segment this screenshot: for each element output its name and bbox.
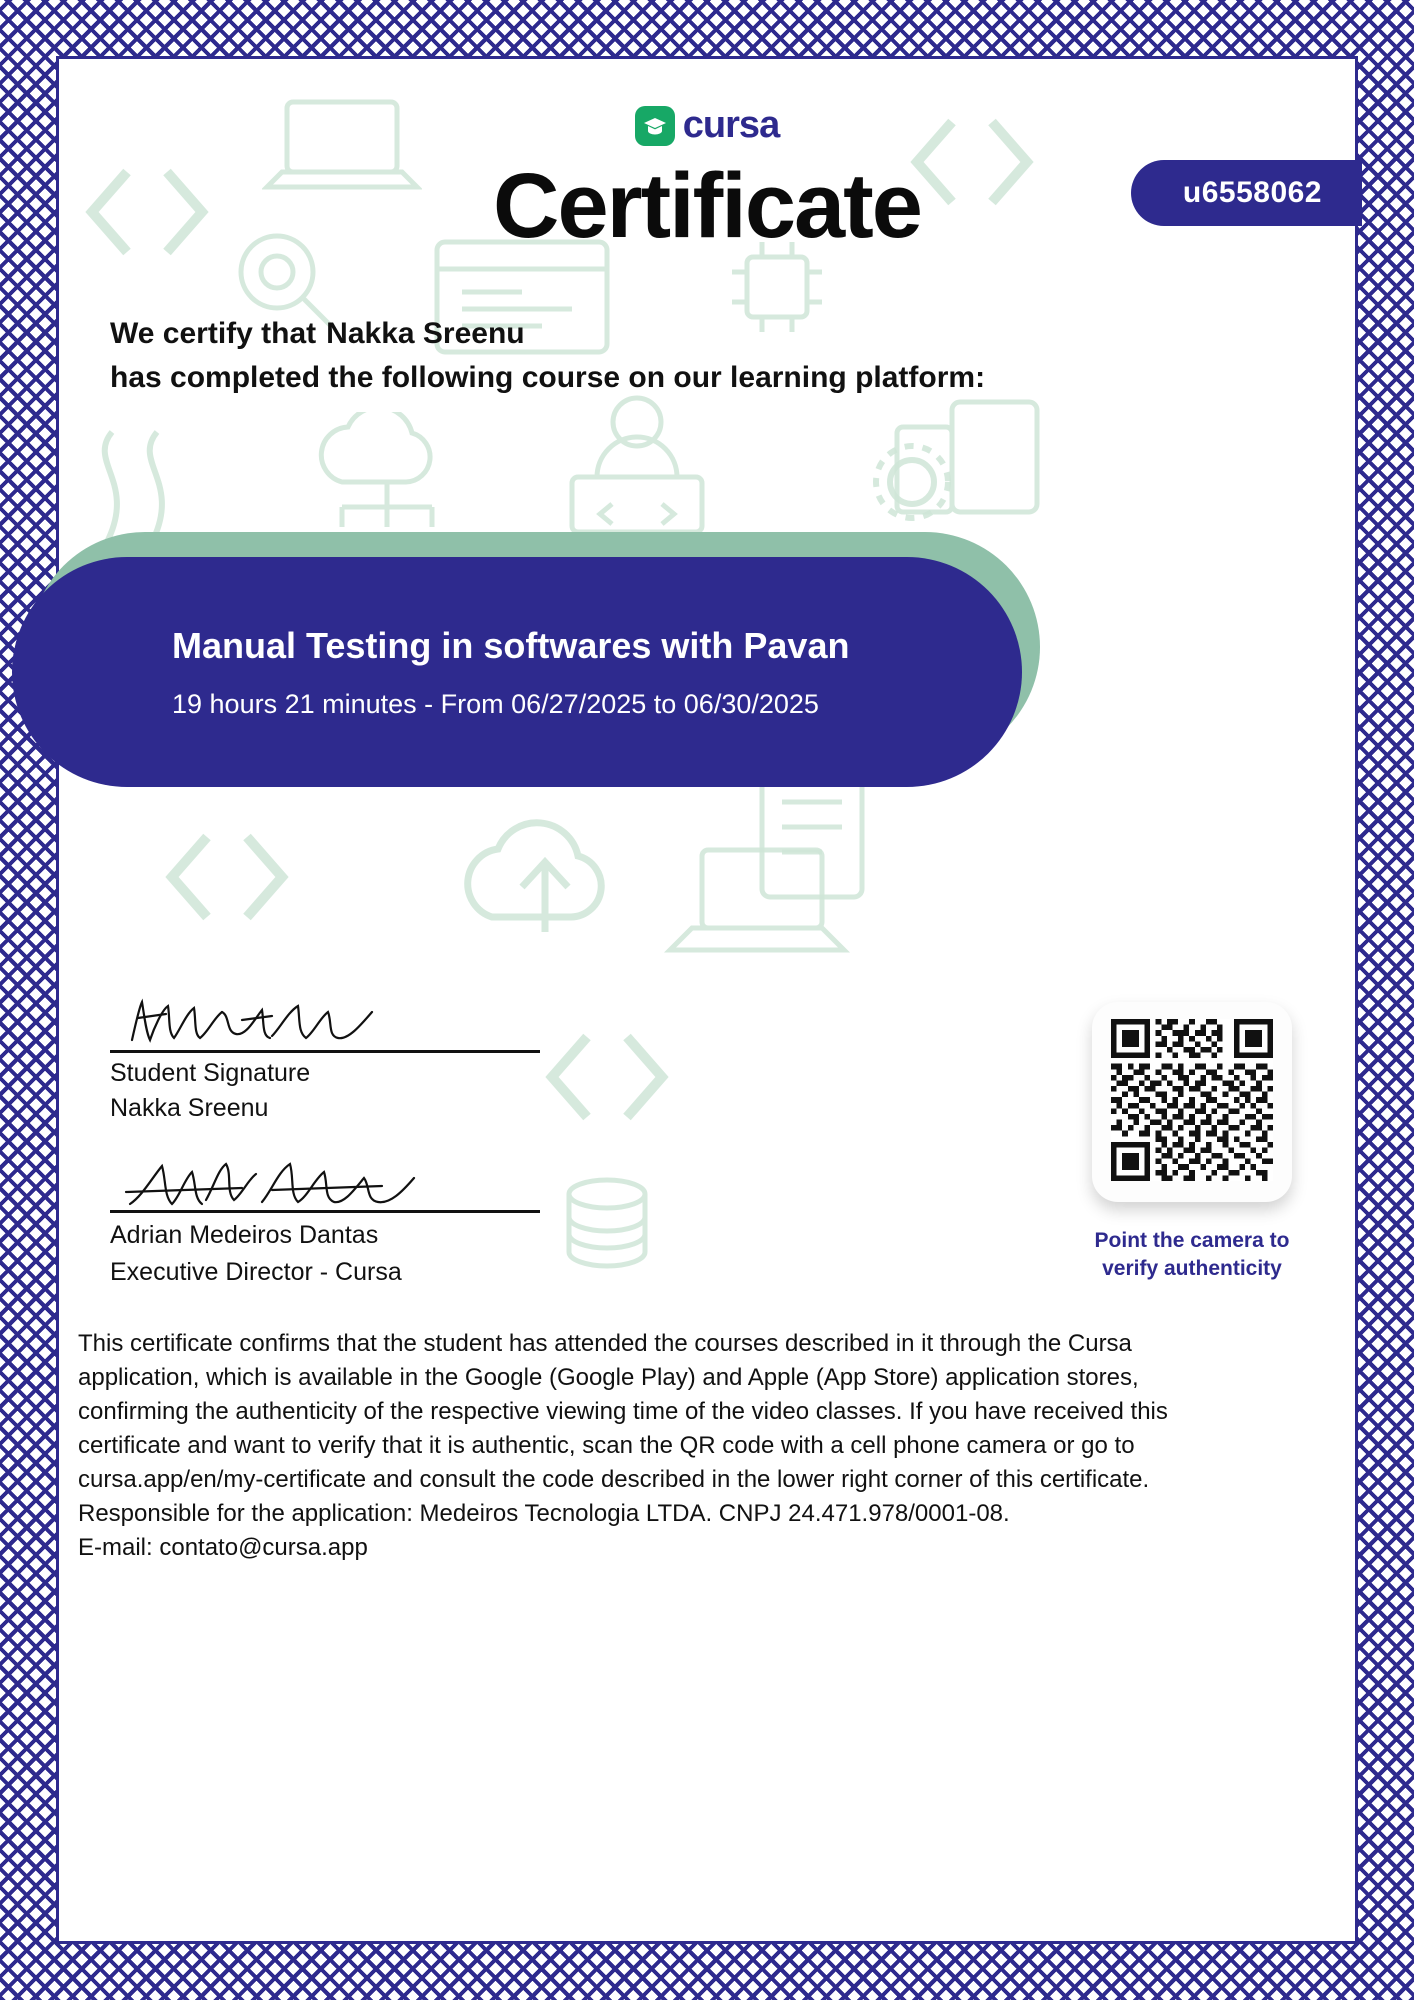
disclaimer-line-1: This certificate confirms that the student has attended the courses described in it through the Cursa <box>78 1330 1132 1357</box>
director-signature-block <box>110 1152 670 1287</box>
disclaimer-line-2: application, which is available in the Google (Google Play) and Apple (App Store) application stores, <box>78 1364 1139 1392</box>
certify-prefix: We certify that <box>110 317 317 350</box>
certify-line2: has completed the following course on our learning platform: <box>110 360 986 394</box>
director-name: Adrian Medeiros Dantas <box>110 1221 379 1249</box>
disclaimer-email: E-mail: contato@cursa.app <box>78 1534 368 1562</box>
disclaimer-line-5: cursa.app/en/my-certificate and consult the code described in the lower right corner of this certificate. <box>78 1466 1150 1494</box>
student-signature-image <box>122 992 670 1048</box>
director-role: Executive Director - Cursa <box>110 1258 402 1286</box>
disclaimer-text <box>78 1327 1332 1566</box>
certify-statement <box>110 312 1312 399</box>
qr-code-caption <box>1052 1227 1332 1284</box>
student-signature-name: Nakka Sreenu <box>110 1094 269 1122</box>
course-duration-dates: 19 hours 21 minutes - From 06/27/2025 to 06/30/2025 <box>172 688 819 719</box>
director-signature-image <box>122 1152 670 1208</box>
qr-code-card[interactable] <box>1092 1002 1292 1202</box>
disclaimer-line-3: confirming the authenticity of the respective viewing time of the video classes. If you have received this <box>78 1398 1168 1426</box>
student-signature-block <box>110 992 670 1123</box>
brand-logo-text: cursa <box>682 104 780 146</box>
qr-caption-line-1: Point the camera to <box>1094 1229 1290 1252</box>
graduation-cap-icon <box>635 106 675 146</box>
disclaimer-line-6: Responsible for the application: Medeiros Tecnologia LTDA. CNPJ 24.471.978/0001-08. <box>78 1500 1010 1528</box>
course-banner-body <box>12 557 1022 787</box>
course-title: Manual Testing in softwares with Pavan <box>172 624 850 666</box>
course-banner <box>12 532 1352 782</box>
brand-logo <box>62 104 1352 147</box>
qr-caption-line-2: verify authenticity <box>1102 1257 1282 1281</box>
student-signature-label: Student Signature <box>110 1059 311 1087</box>
disclaimer-line-4: certificate and want to verify that it is authentic, scan the QR code with a cell phone camera or go to <box>78 1432 1135 1460</box>
qr-code-icon <box>1111 1019 1273 1186</box>
student-name: Nakka Sreenu <box>326 317 525 350</box>
certificate-code-badge: u6558062 <box>1131 160 1362 226</box>
page-title: Certificate <box>493 155 921 257</box>
